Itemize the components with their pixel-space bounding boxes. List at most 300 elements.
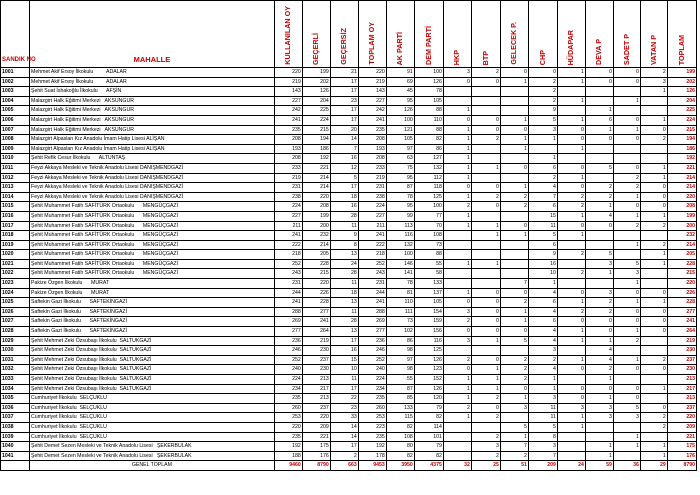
mahalle-cell: Saftekin Gazi İlkokulu SAFTEKİNGAZİ [30, 298, 275, 308]
row-total-cell: 213 [667, 375, 696, 385]
value-cell: 217 [302, 384, 330, 394]
value-cell: 1 [557, 115, 585, 125]
mahalle-cell: Cumhuriyet İlkokulu SELÇUKLU [30, 394, 275, 404]
mahalle-cell: Malazgirt Halk Eğitimi Merkezi AKSUNGUR [30, 115, 275, 125]
value-cell: 0 [557, 135, 585, 145]
value-cell [471, 154, 500, 164]
value-cell: 3 [528, 346, 557, 356]
value-cell: 208 [358, 154, 386, 164]
value-cell: 3 [528, 442, 557, 452]
value-cell: 218 [358, 250, 386, 260]
value-cell: 21 [330, 68, 358, 78]
value-cell: 1 [613, 355, 640, 365]
value-cell: 2 [443, 202, 471, 212]
sandik-no-cell: 1031 [1, 355, 30, 365]
value-cell: 0 [613, 135, 640, 145]
value-cell: 224 [358, 202, 386, 212]
value-cell [557, 279, 585, 289]
value-cell: 5 [528, 422, 557, 432]
value-cell: 0 [471, 317, 500, 327]
row-total-cell: 237 [667, 355, 696, 365]
value-cell: 28 [330, 269, 358, 279]
row-total-cell: 220 [667, 279, 696, 289]
sandik-no-cell: 1003 [1, 87, 30, 97]
value-cell: 253 [274, 413, 302, 423]
table-row [1, 77, 697, 87]
value-cell: 0 [443, 77, 471, 87]
value-cell: 233 [274, 163, 302, 173]
value-cell [557, 432, 585, 442]
total-value-cell: 9460 [274, 461, 302, 471]
value-cell: 243 [274, 269, 302, 279]
value-cell [557, 240, 585, 250]
mahalle-cell: Cumhuriyet İlkokulu SELÇUKLU [30, 422, 275, 432]
total-value-cell: 3950 [386, 461, 414, 471]
value-cell: 98 [386, 365, 414, 375]
value-cell [640, 432, 667, 442]
value-cell: 204 [302, 96, 330, 106]
value-cell: 240 [274, 365, 302, 375]
value-cell: 220 [302, 192, 330, 202]
value-cell [640, 144, 667, 154]
value-cell: 6 [528, 163, 557, 173]
mahalle-cell: Mehmet Akif Ersoy İlkokulu ADALAR [30, 77, 275, 87]
value-cell [640, 96, 667, 106]
value-cell: 143 [358, 87, 386, 97]
value-cell: 0 [443, 115, 471, 125]
value-cell [613, 154, 640, 164]
value-cell: 0 [585, 68, 613, 78]
row-total-cell: 219 [667, 336, 696, 346]
value-cell: 73 [386, 317, 414, 327]
value-cell [471, 240, 500, 250]
value-cell: 17 [330, 183, 358, 193]
value-cell: 230 [302, 346, 330, 356]
row-total-cell: 199 [667, 211, 696, 221]
total-value-cell: 59 [585, 461, 613, 471]
value-cell: 5 [585, 250, 613, 260]
value-cell: 1 [585, 106, 613, 116]
value-cell: 1 [443, 375, 471, 385]
value-cell: 1 [557, 77, 585, 87]
value-cell [585, 231, 613, 241]
table-row [1, 307, 697, 317]
total-value-cell: 4375 [414, 461, 443, 471]
value-cell: 213 [302, 394, 330, 404]
value-cell: 4 [528, 183, 557, 193]
row-total-cell: 209 [667, 422, 696, 432]
value-cell: 9 [528, 106, 557, 116]
value-cell: 208 [358, 135, 386, 145]
value-cell: 7 [330, 144, 358, 154]
sandik-no-cell: 1009 [1, 144, 30, 154]
mahalle-cell: Şehit Muhammet Fatih SAFİTÜRK Ortaokulu MENGÜÇGAZİ [30, 202, 275, 212]
value-cell: 126 [414, 77, 443, 87]
value-cell: 1 [640, 115, 667, 125]
value-cell: 219 [358, 173, 386, 183]
value-cell: 141 [386, 269, 414, 279]
value-cell: 23 [330, 96, 358, 106]
mahalle-cell: Şehit Muhammet Fatih SAFİTÜRK Ortaokulu MENGÜÇGAZİ [30, 259, 275, 269]
value-cell: 132 [386, 240, 414, 250]
value-cell: 1 [640, 259, 667, 269]
value-cell: 2 [528, 96, 557, 106]
sandik-no-cell: 1006 [1, 115, 30, 125]
value-cell: 1 [500, 317, 528, 327]
table-row [1, 279, 697, 289]
value-cell: 1 [585, 394, 613, 404]
header-mahalle: MAHALLE [30, 1, 275, 68]
total-value-cell: 25 [471, 461, 500, 471]
table-row [1, 269, 697, 279]
table-row [1, 87, 697, 97]
value-cell: 0 [640, 317, 667, 327]
sandik-no-cell: 1016 [1, 211, 30, 221]
mahalle-cell: Feyzi Akkaya Mesleki ve Teknik Anadolu Lisesi DANIŞMENDGAZİ [30, 183, 275, 193]
sandik-no-cell: 1008 [1, 135, 30, 145]
value-cell: 227 [358, 211, 386, 221]
value-cell: 5 [613, 403, 640, 413]
table-row [1, 115, 697, 125]
value-cell: 218 [274, 250, 302, 260]
value-cell: 15 [528, 211, 557, 221]
sandik-no-cell: 1010 [1, 154, 30, 164]
mahalle-cell: Saftekin Gazi İlkokulu SAFTEKİNGAZİ [30, 317, 275, 327]
value-cell [471, 346, 500, 356]
value-cell: 225 [302, 106, 330, 116]
table-row [1, 144, 697, 154]
sandik-no-cell: 1022 [1, 269, 30, 279]
value-cell: 1 [500, 231, 528, 241]
value-cell: 260 [358, 403, 386, 413]
mahalle-cell: Mehmet Akif Ersoy İlkokulu ADALAR [30, 68, 275, 78]
value-cell: 1 [500, 307, 528, 317]
value-cell [500, 250, 528, 260]
table-row [1, 442, 697, 452]
value-cell: 235 [358, 394, 386, 404]
value-cell: 0 [585, 327, 613, 337]
value-cell: 0 [557, 221, 585, 231]
value-cell: 1 [640, 451, 667, 461]
row-total-cell: 215 [667, 125, 696, 135]
value-cell: 0 [557, 125, 585, 135]
table-row [1, 298, 697, 308]
value-cell: 2 [640, 422, 667, 432]
value-cell: 1 [613, 298, 640, 308]
total-value-cell: 51 [500, 461, 528, 471]
value-cell: 3 [528, 125, 557, 135]
value-cell: 0 [557, 183, 585, 193]
value-cell: 1 [443, 173, 471, 183]
sandik-no-cell: 1036 [1, 403, 30, 413]
value-cell: 0 [471, 403, 500, 413]
value-cell: 246 [358, 346, 386, 356]
value-cell: 2 [557, 250, 585, 260]
value-cell: 2 [613, 183, 640, 193]
value-cell: 233 [358, 163, 386, 173]
value-cell: 28 [330, 317, 358, 327]
value-cell: 221 [302, 163, 330, 173]
mahalle-cell: Şehit Mehmet Zeki Özsubaşı İlkokulu SALTUKGAZİ [30, 365, 275, 375]
value-cell: 0 [471, 327, 500, 337]
value-cell: 126 [414, 355, 443, 365]
row-total-cell: 214 [667, 240, 696, 250]
value-cell: 226 [302, 288, 330, 298]
value-cell: 2 [640, 221, 667, 231]
value-cell: 88 [414, 125, 443, 135]
value-cell: 77 [414, 211, 443, 221]
row-total-cell: 230 [667, 346, 696, 356]
value-cell: 24 [330, 259, 358, 269]
value-cell: 219 [358, 77, 386, 87]
value-cell: 1 [443, 221, 471, 231]
value-cell: 88 [414, 250, 443, 260]
value-cell: 242 [358, 106, 386, 116]
value-cell [585, 154, 613, 164]
sandik-no-cell: 1026 [1, 307, 30, 317]
value-cell: 1 [500, 183, 528, 193]
total-value-cell: 32 [443, 461, 471, 471]
value-cell: 0 [640, 183, 667, 193]
value-cell: 2 [640, 240, 667, 250]
value-cell: 0 [613, 365, 640, 375]
value-cell: 243 [358, 269, 386, 279]
value-cell: 1 [557, 422, 585, 432]
value-cell: 0 [613, 77, 640, 87]
value-cell [443, 451, 471, 461]
value-cell: 1 [528, 375, 557, 385]
row-total-cell: 228 [667, 298, 696, 308]
value-cell: 1 [640, 298, 667, 308]
value-cell: 1 [557, 144, 585, 154]
value-cell: 17 [330, 442, 358, 452]
value-cell: 2 [585, 307, 613, 317]
value-cell [585, 173, 613, 183]
value-cell: 22 [330, 394, 358, 404]
sandik-no-cell: 1035 [1, 394, 30, 404]
value-cell: 108 [386, 432, 414, 442]
value-cell: 2 [528, 173, 557, 183]
total-value-cell: 9453 [358, 461, 386, 471]
value-cell: 240 [358, 365, 386, 375]
mahalle-cell: Malazgirt Halk Eğitimi Merkezi AKSUNGUR [30, 125, 275, 135]
table-row [1, 394, 697, 404]
value-cell: 7 [500, 442, 528, 452]
row-total-cell: 217 [667, 384, 696, 394]
value-cell: 3 [443, 68, 471, 78]
value-cell: 13 [330, 298, 358, 308]
value-cell [557, 346, 585, 356]
value-cell: 5 [528, 231, 557, 241]
value-cell: 188 [274, 451, 302, 461]
table-row [1, 403, 697, 413]
value-cell: 2 [528, 355, 557, 365]
value-cell: 277 [274, 327, 302, 337]
value-cell: 2 [640, 355, 667, 365]
value-cell: 214 [302, 240, 330, 250]
value-cell: 224 [358, 375, 386, 385]
row-total-cell: 237 [667, 403, 696, 413]
value-cell [443, 250, 471, 260]
value-cell: 137 [414, 288, 443, 298]
value-cell: 215 [302, 125, 330, 135]
value-cell: 2 [500, 298, 528, 308]
value-cell: 246 [274, 346, 302, 356]
value-cell: 17 [330, 87, 358, 97]
sandik-no-cell: 1029 [1, 336, 30, 346]
value-cell: 1 [528, 279, 557, 289]
value-cell: 0 [443, 183, 471, 193]
total-value-cell: 209 [528, 461, 557, 471]
value-cell: 231 [274, 183, 302, 193]
row-total-cell: 220 [667, 192, 696, 202]
value-cell [640, 336, 667, 346]
value-cell: 219 [274, 77, 302, 87]
header-col: HKP [443, 1, 471, 68]
value-cell: 11 [330, 375, 358, 385]
value-cell: 1 [471, 384, 500, 394]
header-col: SADET P [613, 1, 640, 68]
value-cell: 224 [274, 375, 302, 385]
value-cell [585, 240, 613, 250]
value-cell: 2 [471, 432, 500, 442]
value-cell [500, 269, 528, 279]
value-cell: 220 [302, 413, 330, 423]
value-cell: 1 [443, 144, 471, 154]
value-cell: 2 [471, 135, 500, 145]
value-cell: 112 [414, 173, 443, 183]
row-total-cell: 204 [667, 96, 696, 106]
mahalle-cell: Şehit Muhammet Fatih SAFİTÜRK Ortaokulu MENGÜÇGAZİ [30, 221, 275, 231]
value-cell: 0 [500, 221, 528, 231]
value-cell: 0 [557, 365, 585, 375]
value-cell: 5 [500, 422, 528, 432]
value-cell: 2 [330, 451, 358, 461]
mahalle-cell: Şehit Muhammet Fatih SAFİTÜRK Ortaokulu MENGÜÇGAZİ [30, 231, 275, 241]
value-cell: 0 [471, 125, 500, 135]
value-cell: 6 [585, 115, 613, 125]
value-cell [471, 87, 500, 97]
value-cell: 2 [585, 365, 613, 375]
value-cell [471, 144, 500, 154]
value-cell: 1 [471, 231, 500, 241]
mahalle-cell: Şehit Mehmet Zeki Özsubaşı İlkokulu SALTUKGAZİ [30, 336, 275, 346]
value-cell: 231 [274, 279, 302, 289]
value-cell: 0 [557, 317, 585, 327]
value-cell: 4 [528, 336, 557, 346]
value-cell: 0 [640, 192, 667, 202]
value-cell: 253 [358, 413, 386, 423]
value-cell: 2 [557, 202, 585, 212]
header-col: KULLANILAN OY [274, 1, 302, 68]
value-cell [557, 154, 585, 164]
sandik-no-cell: 1018 [1, 231, 30, 241]
value-cell [557, 451, 585, 461]
table-row [1, 346, 697, 356]
value-cell: 2 [585, 298, 613, 308]
value-cell: 2 [613, 173, 640, 183]
value-cell: 6 [528, 202, 557, 212]
value-cell [557, 442, 585, 452]
value-cell: 2 [500, 365, 528, 375]
value-cell: 14 [330, 422, 358, 432]
value-cell: 1 [557, 355, 585, 365]
table-row [1, 211, 697, 221]
value-cell: 176 [302, 451, 330, 461]
value-cell: 260 [274, 403, 302, 413]
value-cell: 87 [386, 183, 414, 193]
value-cell: 1 [585, 375, 613, 385]
value-cell: 244 [358, 288, 386, 298]
value-cell: 235 [274, 432, 302, 442]
value-cell: 1 [471, 221, 500, 231]
value-cell: 95 [386, 173, 414, 183]
value-cell: 0 [585, 221, 613, 231]
value-cell: 97 [386, 355, 414, 365]
mahalle-cell: Pakize Özgen İlkokulu MURAT [30, 288, 275, 298]
mahalle-cell: Cumhuriyet İlkokulu SELÇUKLU [30, 403, 275, 413]
value-cell: 0 [471, 288, 500, 298]
value-cell: 1 [500, 77, 528, 87]
value-cell: 277 [302, 307, 330, 317]
value-cell: 0 [528, 68, 557, 78]
value-cell: 213 [302, 375, 330, 385]
value-cell: 2 [443, 317, 471, 327]
total-value-cell: 8790 [667, 461, 696, 471]
value-cell: 0 [471, 183, 500, 193]
sandik-no-cell: 1021 [1, 259, 30, 269]
table-row [1, 384, 697, 394]
value-cell: 0 [613, 394, 640, 404]
value-cell: 1 [557, 211, 585, 221]
value-cell: 1 [471, 336, 500, 346]
value-cell: 3 [585, 288, 613, 298]
value-cell: 277 [358, 327, 386, 337]
value-cell: 14 [330, 135, 358, 145]
value-cell: 3 [557, 403, 585, 413]
value-cell [471, 211, 500, 221]
value-cell: 215 [302, 269, 330, 279]
value-cell: 98 [386, 346, 414, 356]
value-cell [613, 144, 640, 154]
value-cell [500, 173, 528, 183]
value-cell: 0 [640, 365, 667, 375]
value-cell [500, 96, 528, 106]
value-cell: 132 [414, 163, 443, 173]
value-cell: 0 [585, 135, 613, 145]
header-col: TOPLAM [667, 1, 696, 68]
value-cell: 0 [500, 288, 528, 298]
sandik-no-cell: 1019 [1, 240, 30, 250]
value-cell: 114 [414, 422, 443, 432]
value-cell: 241 [358, 115, 386, 125]
value-cell [471, 96, 500, 106]
value-cell [585, 279, 613, 289]
value-cell: 1 [585, 269, 613, 279]
row-total-cell: 230 [667, 365, 696, 375]
value-cell [471, 250, 500, 260]
value-cell: 192 [274, 442, 302, 452]
value-cell: 0 [640, 125, 667, 135]
value-cell: 208 [274, 135, 302, 145]
table-row [1, 250, 697, 260]
value-cell [640, 375, 667, 385]
value-cell [557, 87, 585, 97]
value-cell: 101 [414, 432, 443, 442]
value-cell: 252 [358, 355, 386, 365]
value-cell: 13 [330, 250, 358, 260]
value-cell: 0 [443, 327, 471, 337]
